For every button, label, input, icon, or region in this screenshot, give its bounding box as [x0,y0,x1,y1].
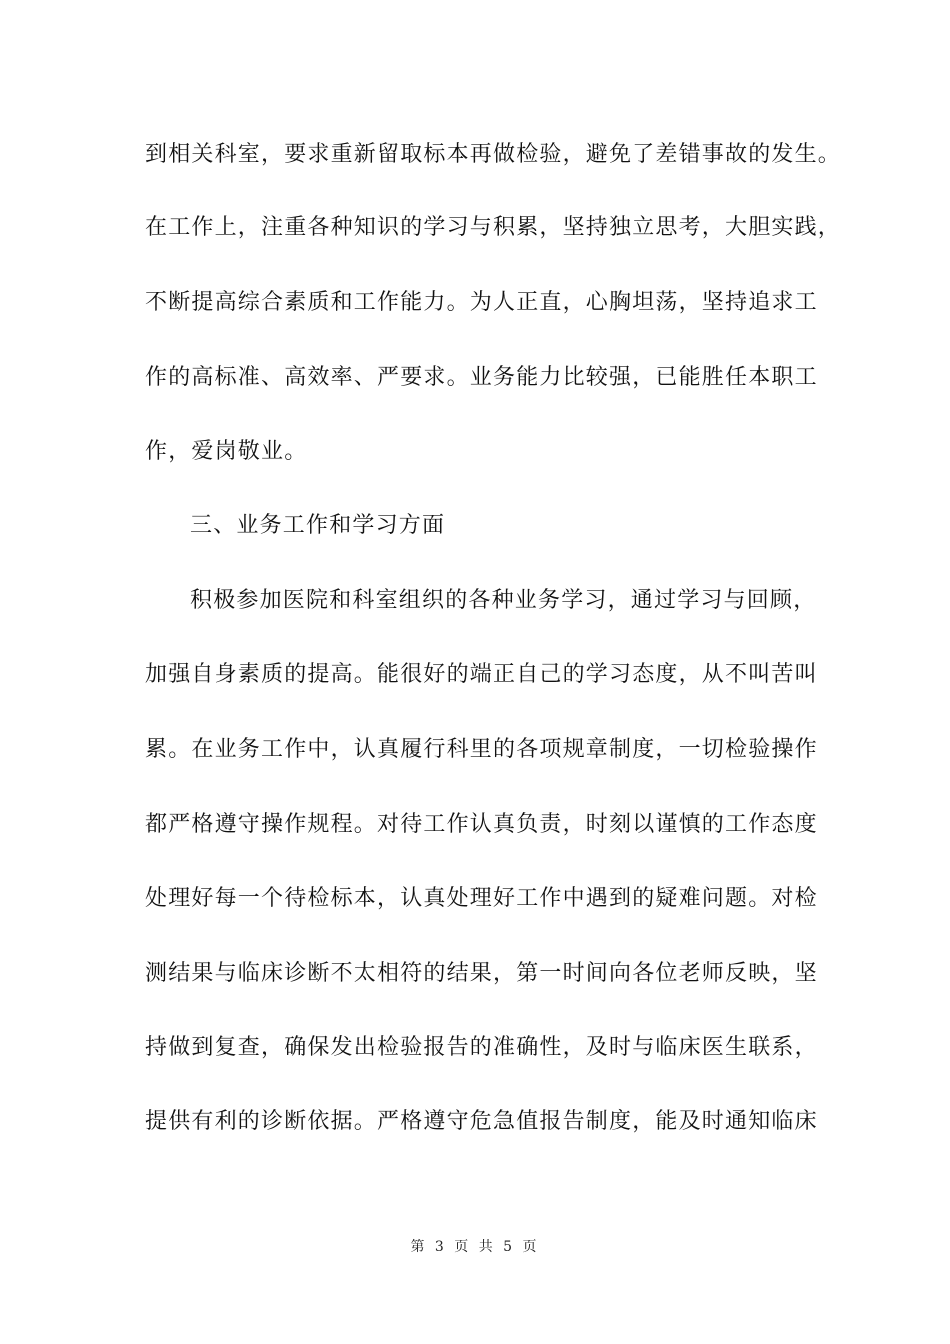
body-text-line: 作的高标准、高效率、严要求。业务能力比较强，已能胜任本职工 [145,365,818,390]
body-text-line: 在工作上，注重各种知识的学习与积累，坚持独立思考，大胆实践， [145,215,842,240]
section-heading: 三、业务工作和学习方面 [190,513,446,538]
paragraph-line: 累。在业务工作中，认真履行科里的各项规章制度，一切检验操作 [145,737,818,762]
body-text-line: 作，爱岗敬业。 [145,439,308,464]
paragraph-line: 测结果与临床诊断不太相符的结果，第一时间向各位老师反映，坚 [145,961,818,986]
page-number-footer: 第 3 页 共 5 页 [410,1239,540,1255]
body-text-line: 不断提高综合素质和工作能力。为人正直，心胸坦荡，坚持追求工 [145,290,818,315]
paragraph-line: 提供有利的诊断依据。严格遵守危急值报告制度，能及时通知临床 [145,1109,818,1134]
paragraph-line: 积极参加医院和科室组织的各种业务学习，通过学习与回顾， [190,588,817,613]
paragraph-line: 都严格遵守操作规程。对待工作认真负责，时刻以谨慎的工作态度 [145,812,818,837]
body-text-line: 到相关科室，要求重新留取标本再做检验，避免了差错事故的发生。 [145,142,842,167]
paragraph-line: 加强自身素质的提高。能很好的端正自己的学习态度，从不叫苦叫 [145,662,818,687]
paragraph-line: 持做到复查，确保发出检验报告的准确性，及时与临床医生联系， [145,1035,818,1060]
paragraph-line: 处理好每一个待检标本，认真处理好工作中遇到的疑难问题。对检 [145,886,818,911]
